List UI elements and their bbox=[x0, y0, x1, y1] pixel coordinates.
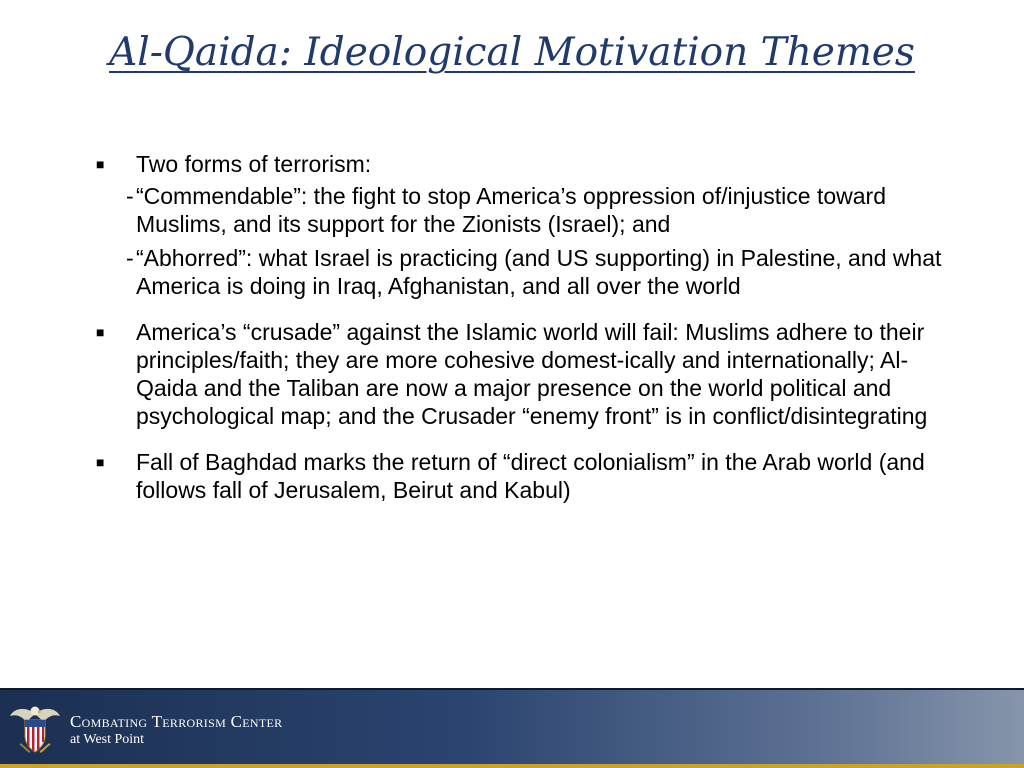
eagle-seal-icon bbox=[8, 700, 62, 758]
dash-marker: - bbox=[126, 245, 134, 271]
bullet-square-icon: ■ bbox=[96, 156, 105, 172]
bullet-item bbox=[96, 150, 946, 178]
bullet-text: America’s “crusade” against the Islamic world will fail: Muslims adhere to their principles/faith; they are more cohesive domest-ically and internationally; Al-Qaida and the Taliban are now a major presence on the world political and psychological map; and the Crusader “enemy front” is in conflict/disintegrating bbox=[136, 319, 928, 429]
bullet-text: Fall of Baghdad marks the return of “direct colonialism” in the Arab world (and follows fall of Jerusalem, Beirut and Kabul) bbox=[136, 449, 925, 503]
bullet-square-icon: ■ bbox=[96, 324, 105, 340]
bullet-square-icon: ■ bbox=[96, 454, 105, 470]
footer-accent-line bbox=[0, 764, 1024, 768]
org-name: Combating Terrorism Center bbox=[70, 712, 283, 731]
sub-item bbox=[96, 244, 946, 300]
bullet-item bbox=[96, 448, 946, 504]
org-subtitle: at West Point bbox=[70, 732, 145, 747]
dash-marker: - bbox=[126, 183, 134, 209]
slide-title: Al-Qaida: Ideological Motivation Themes bbox=[109, 30, 915, 75]
sub-item bbox=[96, 182, 946, 238]
slide-body bbox=[96, 150, 946, 504]
bullet-item bbox=[96, 318, 946, 430]
bullet-text: Two forms of terrorism: bbox=[136, 151, 372, 177]
sub-item-text: “Commendable”: the fight to stop America’s oppression of/injustice toward Muslims, and its support for the Zionists (Israel); and bbox=[136, 183, 887, 237]
sub-item-text: “Abhorred”: what Israel is practicing (and US supporting) in Palestine, and what America is doing in Iraq, Afghanistan, and all over the world bbox=[136, 245, 942, 299]
